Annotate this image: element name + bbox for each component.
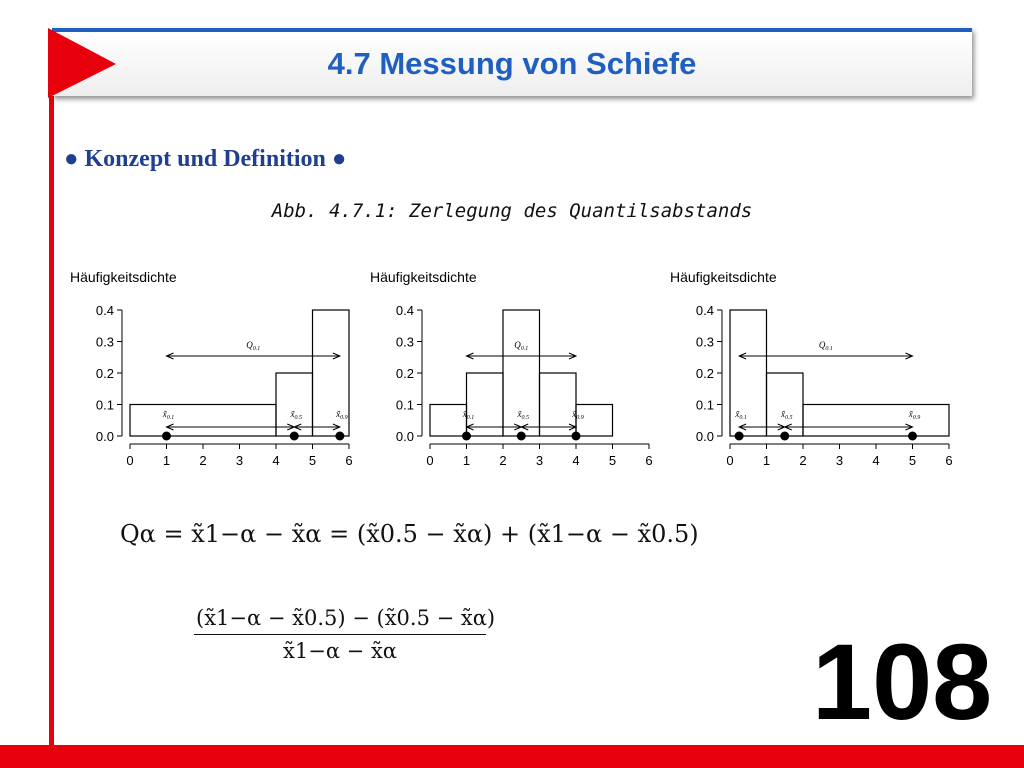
range-label: $Q_{0.1}$ [246,340,261,352]
y-tick-label: 0.3 [695,334,714,350]
y-tick-label: 0.0 [395,429,414,444]
red-bottom-bar [0,745,1024,768]
quantile-label: $x̃_{0.9}$ [908,409,921,421]
x-tick-label: 0 [126,453,134,468]
y-tick-label: 0.2 [95,366,114,381]
chart-2 [362,262,662,472]
section-heading: ● Konzept und Definition ● [64,146,347,172]
y-tick-label: 0.0 [95,429,114,444]
y-tick-label: 0.2 [695,366,714,381]
red-flag-icon [46,28,118,100]
x-tick-label: 0 [426,453,434,468]
x-tick-label: 1 [762,453,771,468]
quantile-marker [335,432,344,441]
quantile-marker [462,432,471,441]
quantile-marker [735,432,744,441]
x-tick-label: 4 [572,453,580,468]
quantile-label: $x̃_{0.1}$ [462,409,475,421]
quantile-label: $x̃_{0.9}$ [336,409,348,421]
quantile-marker [162,432,171,441]
range-label: $Q_{0.1}$ [514,340,529,352]
y-axis-label: Häufigkeitsdichte [70,269,177,285]
y-tick-label: 0.3 [395,334,414,350]
range-label: $Q_{0.1}$ [818,340,833,352]
quantile-marker [290,432,299,441]
x-tick-label: 0 [726,453,734,468]
quantile-label: $x̃_{0.5}$ [517,409,529,421]
histogram-bar [430,405,467,437]
slide-title: 4.7 Messung von Schiefe [327,46,697,81]
x-tick-label: 6 [345,453,353,468]
y-axis-label: Häufigkeitsdichte [670,269,777,285]
formula-denominator: x̃1−α − x̃α [283,639,397,663]
x-tick-label: 5 [608,453,617,468]
x-tick-label: 4 [272,453,280,468]
y-axis-label: Häufigkeitsdichte [370,269,477,285]
x-tick-label: 6 [645,453,653,468]
x-tick-label: 1 [162,453,171,468]
x-tick-label: 5 [908,453,917,468]
x-tick-label: 3 [235,453,244,468]
x-tick-label: 3 [535,453,544,468]
quantile-marker [780,432,789,441]
y-tick-label: 0.1 [395,397,414,413]
quantile-marker [517,432,526,441]
formula-numerator: (x̃1−α − x̃0.5) − (x̃0.5 − x̃α) [194,606,486,635]
y-tick-label: 0.4 [395,303,414,318]
x-tick-label: 3 [835,453,844,468]
quantile-label: $x̃_{0.1}$ [735,409,747,421]
x-tick-label: 4 [872,453,880,468]
y-tick-label: 0.4 [95,303,114,318]
figure-caption: Abb. 4.7.1: Zerlegung des Quantilsabstands [271,200,753,222]
quantile-label: $x̃_{0.9}$ [572,409,584,421]
x-tick-label: 6 [945,453,953,468]
y-tick-label: 0.0 [695,429,714,444]
page-number: 108 [812,621,993,742]
quantile-label: $x̃_{0.5}$ [290,409,302,421]
title-bar [52,28,972,96]
y-tick-label: 0.4 [695,303,714,318]
quantile-marker [572,432,581,441]
y-tick-label: 0.1 [695,397,714,413]
quantile-label: $x̃_{0.1}$ [162,409,175,421]
chart-3 [662,262,962,472]
formula-quantile-range: Qα = x̃1−α − x̃α = (x̃0.5 − x̃α) + (x̃1−α − x̃0.5) [120,520,699,548]
y-tick-label: 0.3 [95,334,114,350]
x-tick-label: 1 [462,453,471,468]
quantile-marker [908,432,917,441]
x-tick-label: 2 [499,453,507,468]
formula-skewness-fraction [194,606,496,663]
histogram-bar [130,405,276,437]
chart-1 [62,262,362,472]
y-tick-label: 0.1 [95,397,114,413]
histogram-bar [803,405,949,437]
x-tick-label: 5 [308,453,317,468]
x-tick-label: 2 [799,453,807,468]
quantile-label: $x̃_{0.5}$ [781,409,793,421]
red-vertical-line [49,30,54,748]
y-tick-label: 0.2 [395,366,414,381]
x-tick-label: 2 [199,453,207,468]
